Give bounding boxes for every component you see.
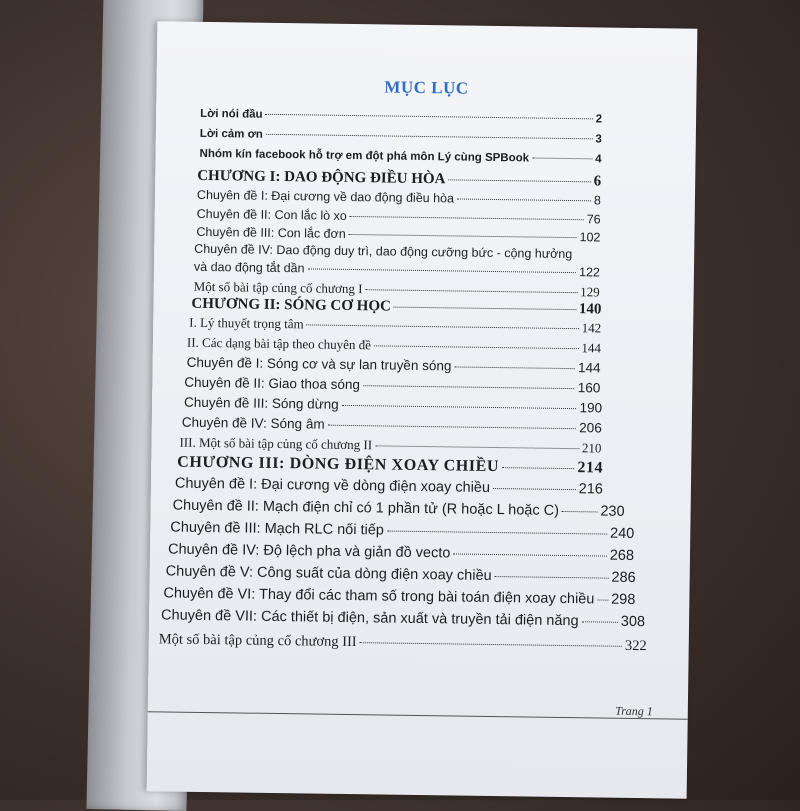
- toc-chapter-1: CHƯƠNG I: DAO ĐỘNG ĐIỀU HÒA 6: [197, 167, 602, 190]
- leader-dots: [374, 345, 578, 349]
- leader-dots: [375, 445, 579, 449]
- toc-entry-ch2-3: Chuyên đề I: Sóng cơ và sự lan truyền sóng 144: [186, 354, 601, 376]
- toc-entry-ch3-4: Chuyên đề IV: Độ lệch pha và giản đồ vecto 268: [167, 541, 635, 564]
- leader-dots: [448, 179, 590, 182]
- toc-entry-ch3-2: Chuyên đề II: Mạch điện chỉ có 1 phần tử (R hoặc L hoặc C) 230: [172, 497, 625, 520]
- toc-entry-ch3-5: Chuyên đề V: Công suất của dòng điện xoay chiều 286: [165, 563, 636, 586]
- toc-entry-ch2-1: I. Lý thuyết trọng tâm 142: [189, 314, 602, 336]
- leader-dots: [266, 114, 593, 120]
- leader-dots: [349, 234, 577, 238]
- leader-dots: [457, 198, 591, 201]
- toc-entry-ch2-6: Chuyên đề IV: Sóng âm 206: [181, 414, 602, 436]
- page-title: MỤC LỤC: [384, 77, 469, 98]
- toc-chapter-3: CHƯƠNG III: DÒNG ĐIỆN XOAY CHIỀU 214: [177, 453, 604, 477]
- toc-entry-ch1-5: Một số bài tập củng cố chương I 129: [193, 278, 600, 300]
- toc-entry-ch3-1: Chuyên đề I: Đại cương về dòng điện xoay chiều 216: [174, 475, 604, 498]
- leader-dots: [582, 621, 618, 623]
- leader-dots: [502, 467, 574, 469]
- leader-dots: [328, 425, 577, 429]
- leader-dots: [597, 599, 608, 600]
- toc-entry-ch1-4-cont: và dao động tắt dần 122: [193, 259, 601, 280]
- leader-dots: [562, 511, 597, 512]
- leader-dots: [342, 405, 577, 409]
- leader-dots: [454, 366, 575, 369]
- toc-entry-ch1-3: Chuyên đề III: Con lắc đơn 102: [196, 224, 601, 245]
- toc-entry-intro-1: Lời nói đầu 2: [200, 107, 603, 126]
- leader-dots: [394, 307, 576, 311]
- toc-entry-intro-2: Lời cảm ơn 3: [199, 127, 602, 146]
- toc-entry-ch2-4: Chuyên đề II: Giao thoa sóng 160: [184, 374, 601, 396]
- leader-dots: [495, 576, 609, 579]
- toc-entry-ch3-8: Một số bài tập củng cố chương III 322: [158, 631, 647, 655]
- leader-dots: [266, 134, 593, 140]
- leader-dots: [532, 158, 592, 160]
- leader-dots: [350, 216, 584, 220]
- toc-page: [147, 21, 698, 798]
- leader-dots: [307, 268, 576, 273]
- leader-dots: [387, 531, 607, 535]
- toc-entry-ch2-2: II. Các dạng bài tập theo chuyên đề 144: [186, 334, 601, 356]
- leader-dots: [365, 289, 577, 293]
- leader-dots: [453, 553, 606, 556]
- toc-entry-ch1-4: Chuyên đề IV: Dao động duy trì, dao động cưỡng bức - cộng hưởng: [194, 241, 573, 262]
- toc-entry-intro-3: Nhóm kín facebook hỗ trợ em đột phá môn Lý cùng SPBook 4: [199, 147, 602, 166]
- leader-dots: [493, 488, 576, 490]
- toc-entry-ch2-5: Chuyên đề III: Sóng dừng 190: [183, 394, 603, 416]
- footer-rule: [148, 711, 688, 720]
- page-number-footer: Trang 1: [615, 703, 653, 719]
- leader-dots: [307, 324, 579, 329]
- leader-dots: [360, 642, 622, 647]
- toc-entry-ch3-3: Chuyên đề III: Mạch RLC nối tiếp 240: [170, 519, 635, 542]
- toc-entry-ch2-7: III. Một số bài tập củng cố chương II 210: [179, 434, 602, 456]
- toc-entry-ch3-7: Chuyên đề VII: Các thiết bị điện, sản xuất và truyền tải điện năng 308: [160, 607, 646, 631]
- toc-entry-ch1-2: Chuyên đề II: Con lắc lò xo 76: [196, 206, 601, 227]
- toc-entry-ch1-1: Chuyên đề I: Đại cương về dao động điều hòa 8: [196, 187, 602, 208]
- toc-chapter-2: CHƯƠNG II: SÓNG CƠ HỌC 140: [191, 295, 602, 318]
- leader-dots: [363, 385, 575, 389]
- toc-entry-ch3-6: Chuyên đề VI: Thay đổi các tham số trong bài toán điện xoay chiều 298: [163, 585, 636, 608]
